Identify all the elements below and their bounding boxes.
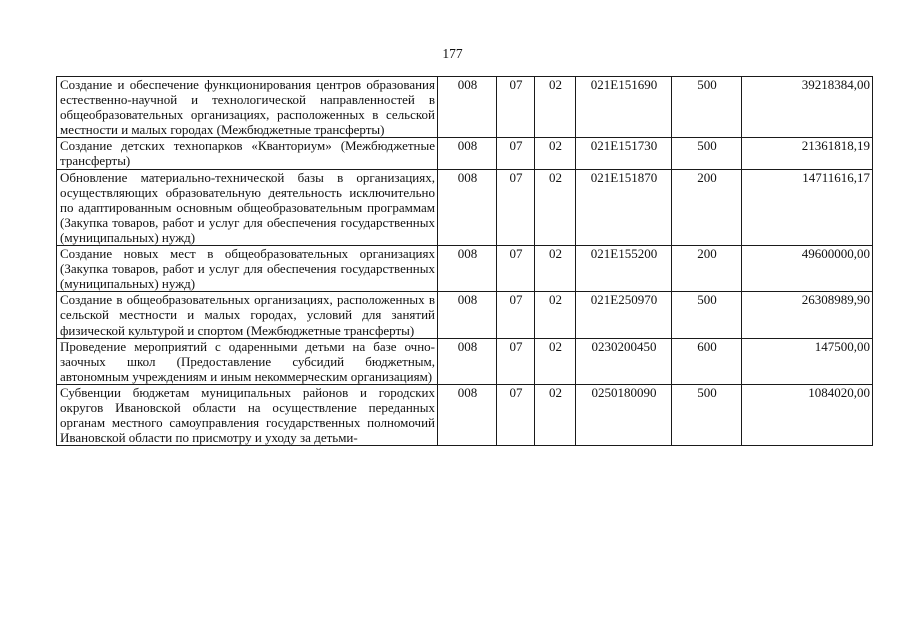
ministry-code: 008 [438, 77, 497, 138]
table-row [57, 77, 873, 138]
page-number: 177 [442, 46, 463, 61]
subsection-code: 02 [535, 292, 576, 338]
table-row [57, 138, 873, 169]
ministry-code: 008 [438, 338, 497, 384]
subsection-code: 02 [535, 384, 576, 445]
amount-value: 21361818,19 [742, 138, 873, 169]
target-article-code: 021E151870 [576, 169, 672, 245]
target-article-code: 0230200450 [576, 338, 672, 384]
row-description: Обновление материально-технической базы в организациях, осуществляющих образовательную деятельность исключительно по адаптированным основным общеобразовательным программам (Закупка товаров, работ и услуг для обеспечения государственных (муниципальных) нужд) [57, 169, 438, 245]
table-row [57, 338, 873, 384]
section-code: 07 [497, 169, 535, 245]
amount-value: 1084020,00 [742, 384, 873, 445]
subsection-code: 02 [535, 169, 576, 245]
target-article-code: 021E151690 [576, 77, 672, 138]
row-description: Проведение мероприятий с одаренными детьми на базе очно-заочных школ (Предоставление субсидий бюджетным, автономным учреждениям и иным некоммерческим организациям) [57, 338, 438, 384]
row-description: Создание в общеобразовательных организациях, расположенных в сельской местности и малых городах, условий для занятий физической культурой и спортом (Межбюджетные трансферты) [57, 292, 438, 338]
amount-value: 26308989,90 [742, 292, 873, 338]
target-article-code: 0250180090 [576, 384, 672, 445]
table-row [57, 169, 873, 245]
expense-type-code: 200 [672, 246, 742, 292]
expense-type-code: 600 [672, 338, 742, 384]
section-code: 07 [497, 292, 535, 338]
section-code: 07 [497, 384, 535, 445]
target-article-code: 021E151730 [576, 138, 672, 169]
section-code: 07 [497, 246, 535, 292]
table-row [57, 292, 873, 338]
target-article-code: 021E155200 [576, 246, 672, 292]
expense-type-code: 500 [672, 292, 742, 338]
amount-value: 39218384,00 [742, 77, 873, 138]
row-description: Субвенции бюджетам муниципальных районов и городских округов Ивановской области на осуществление переданных органам местного самоуправления государственных полномочий Ивановской области по присмотру и уходу за детьми- [57, 384, 438, 445]
ministry-code: 008 [438, 292, 497, 338]
expense-type-code: 200 [672, 169, 742, 245]
table-row [57, 246, 873, 292]
subsection-code: 02 [535, 77, 576, 138]
ministry-code: 008 [438, 169, 497, 245]
target-article-code: 021E250970 [576, 292, 672, 338]
amount-value: 49600000,00 [742, 246, 873, 292]
budget-table [56, 76, 873, 446]
ministry-code: 008 [438, 246, 497, 292]
row-description: Создание детских технопарков «Кванториум» (Межбюджетные трансферты) [57, 138, 438, 169]
subsection-code: 02 [535, 338, 576, 384]
section-code: 07 [497, 77, 535, 138]
expense-type-code: 500 [672, 384, 742, 445]
amount-value: 147500,00 [742, 338, 873, 384]
row-description: Создание и обеспечение функционирования центров образования естественно-научной и технологической направленностей в общеобразовательных организациях, расположенных в сельской местности и малых городах (Межбюджетные трансферты) [57, 77, 438, 138]
row-description: Создание новых мест в общеобразовательных организациях (Закупка товаров, работ и услуг для обеспечения государственных (муниципальных) нужд) [57, 246, 438, 292]
expense-type-code: 500 [672, 77, 742, 138]
section-code: 07 [497, 138, 535, 169]
subsection-code: 02 [535, 138, 576, 169]
table-row [57, 384, 873, 445]
ministry-code: 008 [438, 138, 497, 169]
expense-type-code: 500 [672, 138, 742, 169]
ministry-code: 008 [438, 384, 497, 445]
subsection-code: 02 [535, 246, 576, 292]
section-code: 07 [497, 338, 535, 384]
amount-value: 14711616,17 [742, 169, 873, 245]
